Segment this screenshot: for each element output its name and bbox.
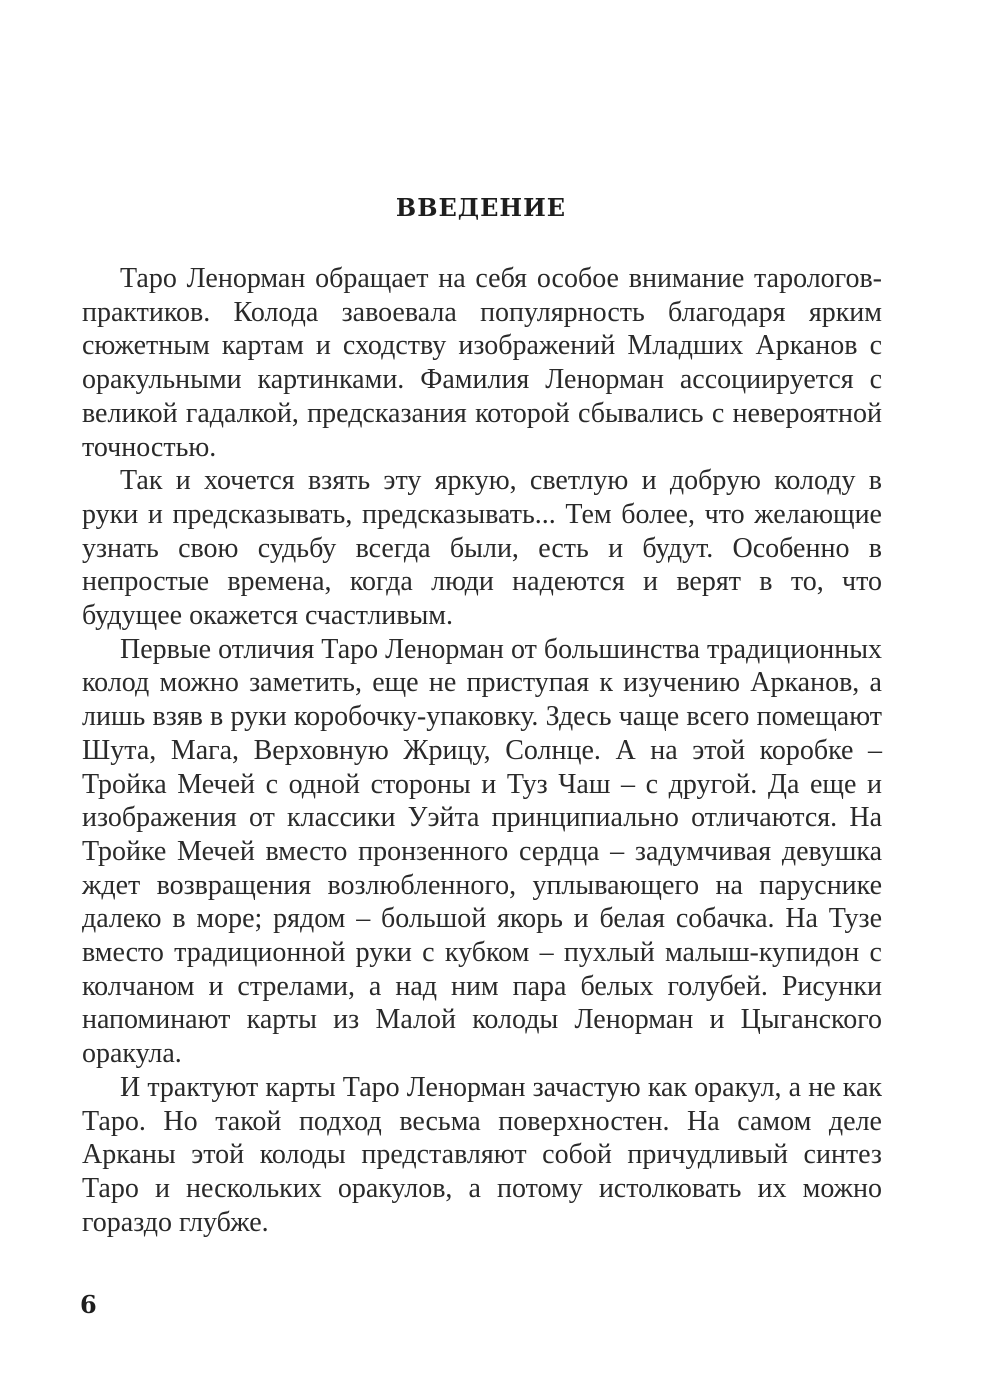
paragraph-3: Первые отличия Таро Ленорман от большинства традиционных колод можно заметить, еще не приступая к изучению Арканов, а лишь взяв в руки коробочку-упаковку. Здесь чаще всего помещают Шута, Мага, Верховную Жрицу, Солнце. А на этой коробке – Тройка Мечей с одной стороны и Туз Чаш – с другой. Да еще и изображения от классики Уэйта принципиально отличаются. На Тройке Мечей вместо пронзенного сердца – задумчивая девушка ждет возвращения возлюбленного, уплывающего на паруснике далеко в море; рядом – большой якорь и белая собачка. На Тузе вместо традиционной руки с кубком – пухлый малыш-купидон с колчаном и стрелами, а над ним пара белых голубей. Рисунки напоминают карты из Малой колоды Ленорман и Цыганского оракула.: [82, 633, 882, 1070]
body-text: [82, 262, 882, 1239]
paragraph-4: И трактуют карты Таро Ленорман зачастую как оракул, а не как Таро. Но такой подход весьма поверхностен. На самом деле Арканы этой колоды представляют собой причудливый синтез Таро и нескольких оракулов, а потому истолковать их можно гораздо глубже.: [82, 1071, 882, 1238]
paragraph-1: Таро Ленорман обращает на себя особое внимание тарологов-практиков. Колода завоевала популярность благодаря ярким сюжетным картам и сходству изображений Младших Арканов с оракульными картинками. Фамилия Ленорман ассоциируется с великой гадалкой, предсказания которой сбывались с невероятной точностью.: [82, 263, 882, 463]
chapter-title: ВВЕДЕНИЕ: [395, 193, 567, 222]
paragraph-2: Так и хочется взять эту яркую, светлую и добрую колоду в руки и предсказывать, предсказывать... Тем более, что желающие узнать свою судьбу всегда были, есть и будут. Особенно в непростые времена, когда люди надеются и верят в то, что будущее окажется счастливым.: [82, 465, 882, 632]
page-number: 6: [80, 1290, 97, 1319]
